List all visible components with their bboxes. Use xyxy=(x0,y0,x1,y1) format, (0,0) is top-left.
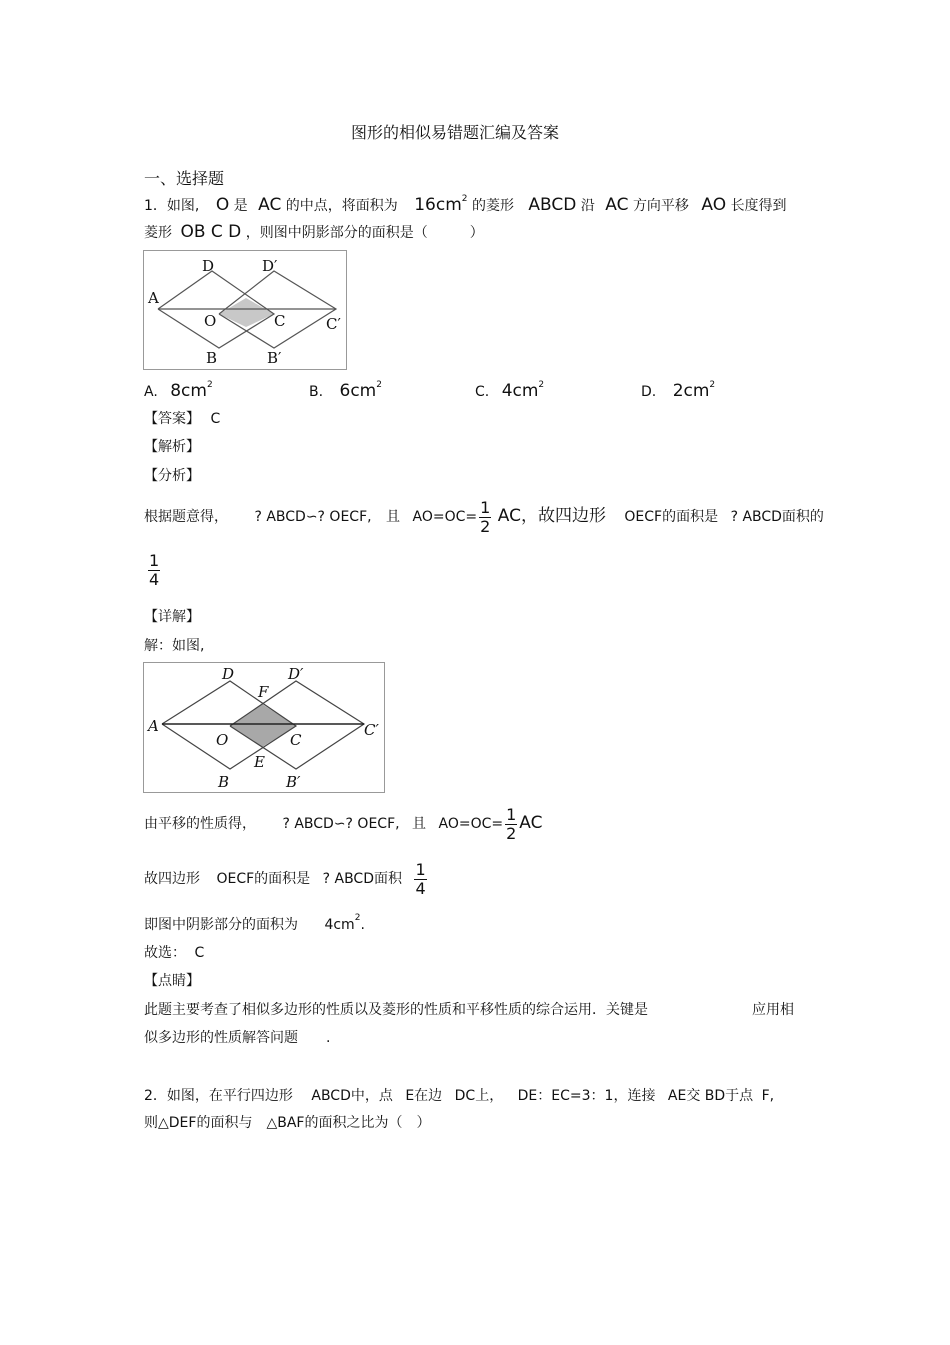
section-heading: 一、选择题 xyxy=(144,169,225,188)
label-c-prime: C′ xyxy=(364,721,379,739)
option-b-letter: B. xyxy=(309,384,324,400)
label-b-prime: B′ xyxy=(286,773,301,791)
label-a: A xyxy=(148,289,159,307)
final-choice-line: 故选： C xyxy=(144,945,205,961)
q1-segment-ao: AO xyxy=(701,195,727,215)
answer-value: C xyxy=(210,411,221,427)
q1-text: ，则图中阴影部分的面积是（ ） xyxy=(245,225,484,241)
q1-stem-line1 xyxy=(144,194,787,215)
comment-line-1a: 此题主要考查了相似多边形的性质以及菱形的性质和平移性质的综合运用．关键是 xyxy=(144,1002,648,1018)
q1-number: 1．如图, xyxy=(144,198,200,214)
label-d-prime: D′ xyxy=(288,665,304,683)
label-c-prime: C′ xyxy=(326,315,341,333)
fraction-half: $\frac{1}{2}$ xyxy=(506,804,517,843)
option-d[interactable]: D. $2cm^2$ xyxy=(641,380,716,401)
label-b: B xyxy=(206,349,218,367)
fraction-quarter: $\frac{1}{4}$ xyxy=(149,551,160,589)
rhombus-figure xyxy=(143,250,347,370)
label-d: D xyxy=(202,257,215,275)
shaded-quad-oecf xyxy=(230,704,296,747)
label-a: A xyxy=(148,717,159,735)
option-a-letter: A. xyxy=(144,384,158,400)
option-b[interactable]: B. $6cm^2$ xyxy=(309,380,382,401)
option-b-value: 6cm xyxy=(339,381,377,401)
label-o: O xyxy=(216,731,229,749)
q1-segment-ac: AC xyxy=(258,195,282,215)
q1-rhombus-obcd: OB C D xyxy=(180,222,242,242)
q1-area: $16cm^2$ xyxy=(414,194,468,215)
comment-line-1b: 应用相 xyxy=(752,1002,794,1018)
option-c-letter: C. xyxy=(475,384,490,400)
option-c-value: 4cm xyxy=(501,381,539,401)
label-b-prime: B′ xyxy=(267,349,282,367)
label-d: D xyxy=(222,665,235,683)
q1-point-o: O xyxy=(215,195,230,215)
answer-line xyxy=(144,408,220,428)
label-c: C xyxy=(290,731,302,749)
fraction-quarter: $\frac{1}{4}$ xyxy=(415,859,426,898)
page-title: 图形的相似易错题汇编及答案 xyxy=(351,123,560,142)
option-c[interactable]: C. $4cm^2$ xyxy=(475,380,545,401)
q2-stem-line1: 2．如图，在平行四边形 ABCD中，点 E在边 DC上， DE：EC=3：1，连接 AE交 BD于点 F, xyxy=(144,1088,775,1104)
label-f: F xyxy=(258,683,269,701)
q1-text: 是 xyxy=(233,198,248,214)
q1-text: 长度得到 xyxy=(730,198,787,214)
option-a[interactable]: A. $8cm^2$ xyxy=(144,380,213,401)
q1-text: 的菱形 xyxy=(471,198,514,214)
comment-line-2: 似多边形的性质解答问题 . xyxy=(144,1030,331,1046)
solution-line-1: 由平移的性质得， ? ABCD∽? OECF, 且 AO=OC= $\frac{1}{2}$ AC xyxy=(144,804,543,843)
xiangjie-heading: 【详解】 xyxy=(144,609,200,625)
option-d-value: 2cm xyxy=(672,381,710,401)
solution-line-3: 即图中阴影部分的面积为 $4cm^2$. xyxy=(144,913,365,933)
label-c: C xyxy=(274,312,286,330)
q2-stem-line2: 则△DEF的面积与 △BAF的面积之比为（ ） xyxy=(144,1115,431,1131)
label-o: O xyxy=(204,312,217,330)
shaded-region-top xyxy=(219,298,274,314)
dianjing-heading: 【点睛】 xyxy=(144,973,200,989)
option-d-letter: D. xyxy=(641,384,657,400)
jiexi-heading: 【解析】 xyxy=(144,439,200,455)
analysis-line: 根据题意得， ? ABCD∽? OECF, 且 AO=OC= $\frac{1}{2}$ AC，故四边形 OECF的面积是 ? ABCD面积的 xyxy=(144,497,824,536)
option-a-value: 8cm xyxy=(170,381,207,401)
q1-text: 方向平移 xyxy=(632,198,689,214)
q1-stem-line2 xyxy=(144,222,484,242)
label-d-prime: D′ xyxy=(262,257,278,275)
q1-text: 的中点，将面积为 xyxy=(285,198,398,214)
q1-segment-ac: AC xyxy=(605,195,629,215)
fenxi-heading: 【分析】 xyxy=(144,468,200,484)
solution-line-2: 故四边形 OECF的面积是 ? ABCD面积 $\frac{1}{4}$ xyxy=(144,859,426,898)
answer-label: 【答案】 xyxy=(144,411,200,427)
solution-intro: 解：如图, xyxy=(144,638,205,654)
solution-figure xyxy=(143,662,385,793)
shaded-region-bottom xyxy=(219,314,274,327)
label-b: B xyxy=(218,773,230,791)
label-e: E xyxy=(254,753,265,771)
fraction-half: $\frac{1}{2}$ xyxy=(480,497,491,536)
q1-text: 菱形 xyxy=(144,225,172,241)
q1-rhombus-abcd: ABCD xyxy=(528,195,577,215)
q1-text: 沿 xyxy=(580,198,595,214)
